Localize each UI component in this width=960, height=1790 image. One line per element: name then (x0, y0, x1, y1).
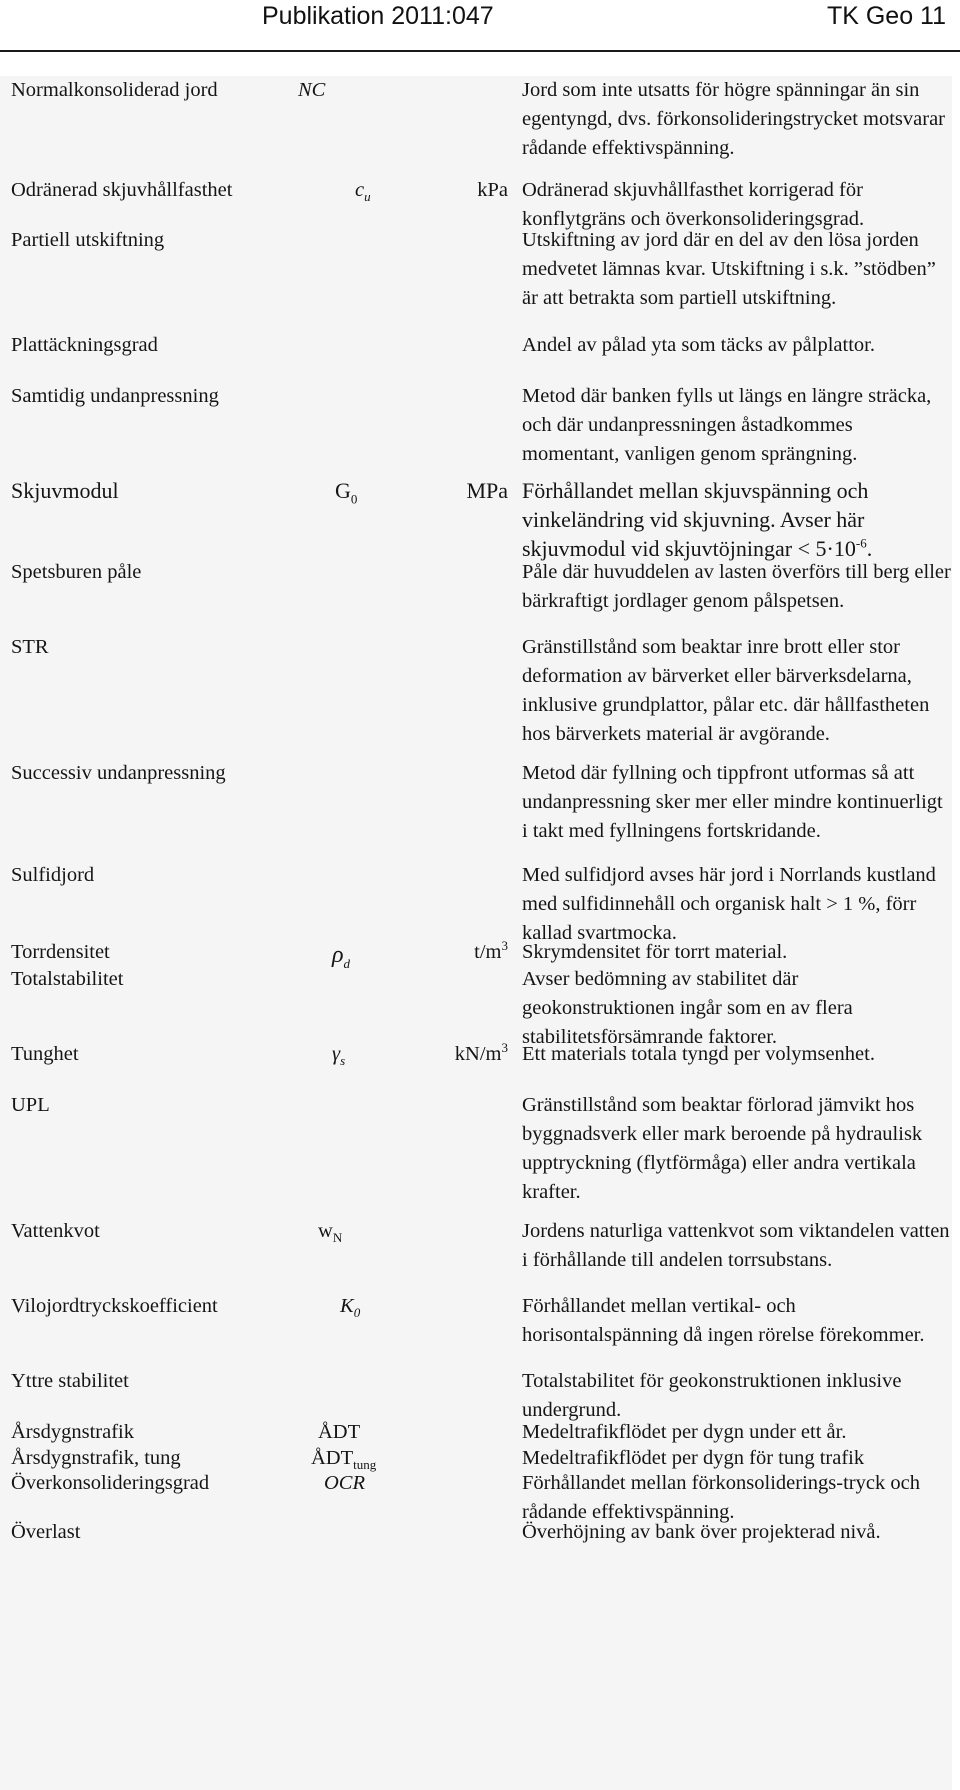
description: Medeltrafikflödet per dygn under ett år. (522, 1421, 847, 1443)
description: Förhållandet mellan skjuvspänning och vinkeländring vid skjuvning. Avser här skjuvmodul vid skjuvtöjningar < $5\cdot 10^{-6}$. (522, 478, 873, 561)
description: Gränstillstånd som beaktar inre brott eller stor deformation av bärverket eller bärverksdelarna, inklusive grundplattor, pålar etc. där hållfastheten hos bärverkets material är avgörande. (522, 636, 930, 745)
description: Jordens naturliga vattenkvot som viktandelen vatten i förhållande till andelen torrsubstans. (522, 1220, 950, 1271)
term: Plattäckningsgrad (11, 334, 158, 356)
term: Totalstabilitet (11, 968, 124, 990)
description: Med sulfidjord avses här jord i Norrlands kustland med sulfidinnehåll och organisk halt > 1 %, förr kallad svartmocka. (522, 864, 936, 944)
description: Medeltrafikflödet per dygn för tung trafik (522, 1447, 865, 1469)
term: Successiv undanpressning (11, 762, 226, 784)
term: Spetsburen påle (11, 561, 142, 583)
publication-number: Publikation 2011:047 (262, 2, 494, 30)
description: Andel av pålad yta som täcks av pålplattor. (522, 334, 875, 356)
term: Årsdygnstrafik (11, 1421, 134, 1443)
description: Utskiftning av jord där en del av den lösa jorden medvetet lämnas kvar. Utskiftning i s.k. ”stödben” är att betrakta som partiell utskiftning. (522, 229, 936, 309)
page-header (0, 0, 960, 52)
symbol: $ÅDT_{tung}$ (311, 1447, 377, 1473)
symbol: OCR (324, 1472, 365, 1494)
term: UPL (11, 1094, 50, 1116)
description: Förhållandet mellan förkonsoliderings-tryck och rådande effektivspänning. (522, 1472, 920, 1523)
term: Normalkonsoliderad jord (11, 79, 218, 101)
symbol: NC (298, 79, 326, 101)
unit: MPa (466, 478, 508, 503)
description: Metod där fyllning och tippfront utformas så att undanpressning sker mer eller mindre kontinuerligt i takt med fyllningens fortskridande. (522, 762, 943, 842)
term: STR (11, 636, 49, 658)
description: Totalstabilitet för geokonstruktionen inklusive undergrund. (522, 1370, 902, 1421)
description: Skrymdensitet för torrt material. (522, 941, 788, 963)
unit: $kN/m^3$ (454, 1040, 508, 1065)
symbol: $c_u$ (355, 179, 371, 205)
description: Odränerad skjuvhållfasthet korrigerad för konflytgräns och överkonsolideringsgrad. (522, 179, 865, 230)
description: Metod där banken fylls ut längs en längre sträcka, och där undanpressningen åstadkommes momentant, vanligen genom sprängning. (522, 385, 932, 465)
description: Gränstillstånd som beaktar förlorad jämvikt hos byggnadsverk eller mark beroende på hydraulisk upptryckning (flytförmåga) eller andra vertikala krafter. (522, 1094, 923, 1203)
term: Samtidig undanpressning (11, 385, 219, 407)
term: Vattenkvot (11, 1220, 100, 1242)
symbol: ÅDT (318, 1421, 361, 1443)
description: Överhöjning av bank över projekterad nivå. (522, 1521, 881, 1543)
term: Partiell utskiftning (11, 229, 165, 251)
description: Jord som inte utsatts för högre spänningar än sin egentyngd, dvs. förkonsolideringstrycket motsvarar rådande effektivspänning. (522, 79, 946, 159)
term: Årsdygnstrafik, tung (11, 1447, 181, 1469)
glossary-table (0, 76, 952, 1790)
symbol: $w_N$ (318, 1220, 343, 1246)
symbol: $G_0$ (335, 478, 358, 507)
symbol: $\rho_d$ (332, 942, 351, 971)
document-code: TK Geo 11 (826, 2, 946, 30)
description: Avser bedömning av stabilitet där geokonstruktionen ingår som en av flera stabilitetsförsämrande faktorer. (522, 968, 853, 1048)
term: Överlast (11, 1521, 81, 1543)
description: Förhållandet mellan vertikal- och horisontalspänning då ingen rörelse förekommer. (522, 1295, 925, 1346)
description: Påle där huvuddelen av lasten överförs till berg eller bärkraftigt jordlager genom pålspetsen. (522, 561, 951, 612)
term: Tunghet (11, 1043, 79, 1065)
description: Ett materials totala tyngd per volymsenhet. (522, 1043, 875, 1065)
term: Sulfidjord (11, 864, 95, 886)
unit: $t/m^3$ (474, 938, 508, 963)
term: Överkonsolideringsgrad (11, 1472, 210, 1494)
term: Odränerad skjuvhållfasthet (11, 179, 233, 201)
term: Vilojordtryckskoefficient (11, 1295, 218, 1317)
unit: kPa (477, 179, 508, 201)
term: Yttre stabilitet (11, 1370, 129, 1392)
symbol: $K_0$ (340, 1295, 361, 1321)
term: Skjuvmodul (11, 478, 119, 503)
symbol: $\gamma_s$ (332, 1043, 346, 1069)
term: Torrdensitet (11, 941, 110, 963)
